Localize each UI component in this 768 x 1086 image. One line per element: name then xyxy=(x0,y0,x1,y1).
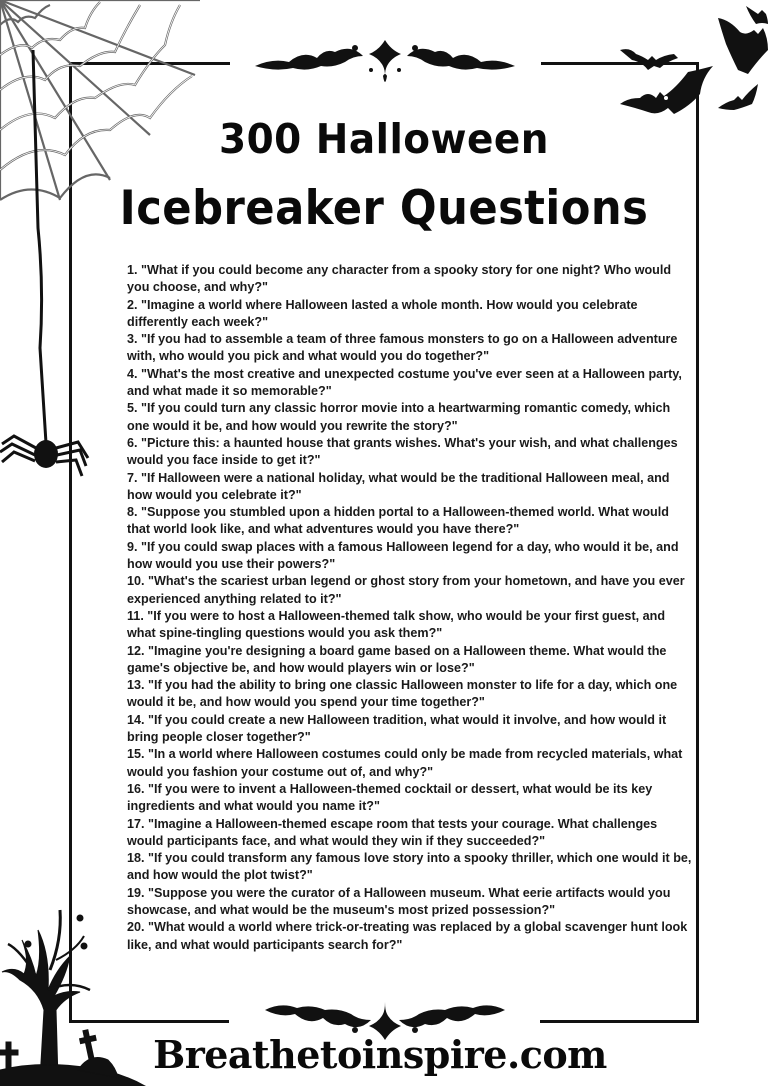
question-item: 17. "Imagine a Halloween-themed escape room that tests your courage. What challenges would participants face, and what would they win if they succeeded?" xyxy=(127,816,658,848)
question-item: 9. "If you could swap places with a famous Halloween legend for a day, who would it be, and how would you use their powers?" xyxy=(127,539,679,572)
frame-right xyxy=(696,62,699,1023)
bats-icon xyxy=(618,0,768,125)
question-item: 20. "What would a world where trick-or-treating was replaced by a global scavenger hunt look like, and what would participants search for?" xyxy=(127,920,688,952)
question-item: 12. "Imagine you're designing a board game based on a Halloween theme. What would the game's objective be, and how would players win or lose?" xyxy=(127,643,667,675)
question-item: 6. "Picture this: a haunted house that grants wishes. What's your wish, and what challenges would you face inside to get it?" xyxy=(127,435,678,468)
question-item: 11. "If you were to host a Halloween-themed talk show, who would be your first guest, and what spine-tingling questions would you ask them?" xyxy=(127,608,666,641)
question-item: 14. "If you could create a new Halloween tradition, what would it involve, and how would it bring people closer together?" xyxy=(127,712,667,745)
question-item: 18. "If you could transform any famous love story into a spooky thriller, which one would it be, and how would the plot twist?" xyxy=(127,851,692,883)
question-item: 4. "What's the most creative and unexpected costume you've ever seen at a Halloween party, and what made it so memorable?" xyxy=(127,366,682,399)
question-item: 13. "If you had the ability to bring one classic Halloween monster to life for a day, which one would it be, and how would you spend your time together?" xyxy=(127,678,678,710)
question-item: 1. "What if you could become any character from a spooky story for one night? Who would you choose, and why?" xyxy=(127,263,672,295)
question-item: 3. "If you had to assemble a team of three famous monsters to go on a Halloween adventure with, who would you pick and what would you do together?" xyxy=(127,332,678,364)
flourish-ornament-icon xyxy=(255,36,515,88)
frame-bottom-right xyxy=(540,1020,699,1023)
question-item: 8. "Suppose you stumbled upon a hidden portal to a Halloween-themed world. What would that world look like, and what adventures would you have there?" xyxy=(127,505,669,537)
questions-list xyxy=(127,262,692,954)
question-item: 5. "If you could turn any classic horror movie into a heartwarming romantic comedy, which one would it be, and how would you rewrite the story?" xyxy=(127,401,671,433)
spooky-tree-graveyard-icon xyxy=(0,900,150,1086)
site-brand: Breathetoinspire.com xyxy=(153,1032,607,1077)
question-item: 2. "Imagine a world where Halloween lasted a whole month. How would you celebrate differently each week?" xyxy=(127,297,638,329)
question-item: 16. "If you were to invent a Halloween-themed cocktail or dessert, what would be its key ingredients and what would you name it?" xyxy=(127,781,653,814)
question-item: 19. "Suppose you were the curator of a Halloween museum. What eerie artifacts would you showcase, and what would be the museum's most prized possession?" xyxy=(127,885,671,917)
question-item: 15. "In a world where Halloween costumes could only be made from recycled materials, what would you fashion your costume out of, and why?" xyxy=(127,747,683,779)
page-title-line-1: 300 Halloween xyxy=(219,115,549,163)
question-item: 7. "If Halloween were a national holiday, what would be the traditional Halloween meal, and how would you celebrate it?" xyxy=(127,470,670,502)
question-item: 10. "What's the scariest urban legend or ghost story from your hometown, and have you ever experienced anything related to it?" xyxy=(127,574,685,606)
page-title-line-2: Icebreaker Questions xyxy=(119,181,649,236)
